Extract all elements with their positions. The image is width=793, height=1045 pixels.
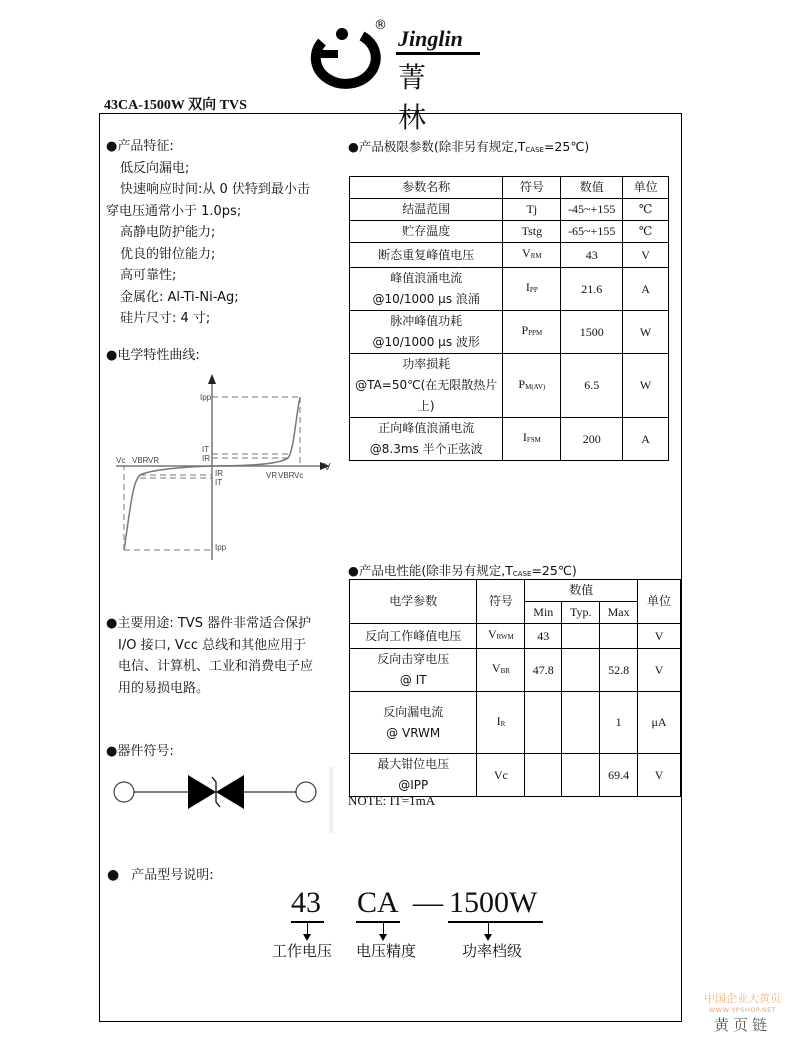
header-cell: 参数名称 [350, 177, 503, 199]
feature-item: 金属化: Al-Ti-Ni-Ag; [120, 289, 239, 305]
label-ipp-bottom: Ipp [215, 543, 227, 552]
unit-cell: ℃ [623, 199, 669, 221]
typ-cell [562, 754, 600, 797]
label-vbr-left: VBR [132, 456, 149, 465]
electrical-table [349, 579, 681, 797]
label-ipp-top: Ipp [200, 393, 212, 402]
param-name-cell: 反向漏电流 @ VRWM [350, 692, 477, 754]
table-row [350, 311, 669, 354]
header-cell: 数值 [525, 580, 638, 602]
unit-cell: V [638, 649, 681, 692]
max-cell: 52.8 [600, 649, 638, 692]
label-power-level: 功率档级 [462, 942, 523, 960]
table-row [350, 221, 669, 243]
guide-dashes-right [212, 397, 300, 466]
symbol-cell: $I_{PP}$ [503, 268, 561, 311]
param-name-cell: 峰值浪涌电流 @10/1000 μs 浪涌 [350, 268, 503, 311]
usage-line: I/O 接口, Vcc 总线和其他应用于 [118, 637, 307, 653]
registered-mark: ® [374, 18, 387, 33]
watermark: 中国企业大黄页 WWW.YPSHOP.NET 黄页链 [704, 992, 781, 1034]
typ-cell [562, 692, 600, 754]
brand-cn: 菁林 [398, 61, 447, 134]
typ-cell [562, 649, 600, 692]
symbol-cell: Tstg [503, 221, 561, 243]
brand-en: Jinglin [398, 26, 463, 51]
label-it-top: IT [202, 445, 210, 454]
label-vc-right: Vc [294, 471, 304, 480]
features-section [106, 136, 310, 330]
feature-item: 低反向漏电; [120, 160, 190, 176]
curve-heading: ●电学特性曲线: [106, 348, 200, 363]
header-cell: 符号 [503, 177, 561, 199]
feature-item: 高可靠性; [120, 268, 177, 283]
feature-item: 高静电防护能力; [120, 225, 216, 240]
table-row [350, 243, 669, 268]
model-dash: — [413, 886, 443, 919]
header-cell: 符号 [477, 580, 525, 624]
electrical-heading: ●产品电性能(除非另有规定$,T_{CASE}=25℃$) [348, 563, 577, 578]
param-name-cell: 正向峰值浪涌电流 @8.3ms 半个正弦波 [350, 418, 503, 461]
table-row [350, 692, 681, 754]
header-cell: 电学参数 [350, 580, 477, 624]
unit-cell: W [623, 311, 669, 354]
value-cell: -65~+155 [561, 221, 623, 243]
unit-cell: A [623, 418, 669, 461]
underline [356, 921, 400, 923]
model-code-power: 1500W [449, 886, 538, 919]
usage-line: 用的易损电路。 [118, 680, 210, 696]
max-cell: 69.4 [600, 754, 638, 797]
param-name-cell: 脉冲峰值功耗 @10/1000 μs 波形 [350, 311, 503, 354]
page-title: 43CA-1500W 双向 TVS [104, 98, 247, 113]
symbol-cell: $I_R$ [477, 692, 525, 754]
label-ir-bottom: IR [215, 469, 223, 478]
symbol-cell: Tj [503, 199, 561, 221]
table-header-row [350, 580, 681, 602]
symbol-cell: $P_{M(AV)}$ [503, 354, 561, 418]
usage-section [106, 613, 338, 699]
value-cell: 200 [561, 418, 623, 461]
table-row [350, 754, 681, 797]
header-cell: 数值 [561, 177, 623, 199]
param-name-cell: 最大钳位电压 @IPP [350, 754, 477, 797]
bullet-icon: ● [107, 867, 120, 883]
table-row [350, 624, 681, 649]
typ-cell [562, 624, 600, 649]
param-name-cell: 贮存温度 [350, 221, 503, 243]
model-heading: 产品型号说明: [131, 868, 214, 883]
symbol-heading: ●器件符号: [106, 744, 174, 759]
model-code-voltage: 43 [291, 886, 321, 919]
table-row [350, 199, 669, 221]
unit-cell: V [638, 624, 681, 649]
table-row [350, 268, 669, 311]
value-cell: 21.6 [561, 268, 623, 311]
table-row [350, 354, 669, 418]
symbol-cell: $P_{PPM}$ [503, 311, 561, 354]
min-cell [525, 692, 562, 754]
limits-table [349, 176, 669, 461]
label-v-axis: V [324, 462, 331, 473]
unit-cell: V [623, 243, 669, 268]
value-cell: 1500 [561, 311, 623, 354]
max-cell [600, 624, 638, 649]
symbol-cell: $V_{RM}$ [503, 243, 561, 268]
label-ir-top: IR [202, 454, 210, 463]
label-vr-left: VR [148, 456, 160, 465]
unit-cell: V [638, 754, 681, 797]
label-vbr-right: VBR [278, 471, 295, 480]
param-name-cell: 功率损耗 @TA=50℃(在无限散热片 上) [350, 354, 503, 418]
feature-item: 硅片尺寸: 4 寸; [120, 311, 211, 326]
unit-cell: W [623, 354, 669, 418]
feature-item: 快速响应时间:从 0 伏特到最小击 [120, 182, 310, 197]
label-vr-right: VR [266, 471, 278, 480]
min-cell: 47.8 [525, 649, 562, 692]
param-name-cell: 反向击穿电压 @ IT [350, 649, 477, 692]
header-cell: Typ. [562, 602, 600, 624]
usage-line: 电信、计算机、工业和消费电子应 [118, 659, 314, 674]
arrow-up-icon [208, 374, 216, 384]
iv-curve-positive [212, 397, 300, 466]
header-cell: Max [600, 602, 638, 624]
param-name-cell: 反向工作峰值电压 [350, 624, 477, 649]
unit-cell: ℃ [623, 221, 669, 243]
param-name-cell: 结温范围 [350, 199, 503, 221]
symbol-cell: Vc [477, 754, 525, 797]
iv-curve-diagram [110, 372, 335, 567]
jinglin-logo [300, 14, 490, 134]
symbol-cell: $I_{FSM}$ [503, 418, 561, 461]
min-cell: 43 [525, 624, 562, 649]
note-text: NOTE: IT=1mA [348, 793, 436, 808]
param-name-cell: 断态重复峰值电压 [350, 243, 503, 268]
max-cell: 1 [600, 692, 638, 754]
feature-item: 穿电压通常小于 1.0ps; [106, 203, 242, 219]
symbol-cell: $V_{RWM}$ [477, 624, 525, 649]
label-it-bottom: IT [215, 478, 223, 487]
unit-cell: μA [638, 692, 681, 754]
features-heading: ●产品特征: [106, 139, 174, 154]
table-row [350, 649, 681, 692]
label-voltage-precision: 电压精度 [356, 942, 417, 960]
value-cell: -45~+155 [561, 199, 623, 221]
header-cell: 单位 [638, 580, 681, 624]
table-header-row [350, 177, 669, 199]
model-heading-row [107, 864, 214, 883]
symbol-cell: $V_{BR}$ [477, 649, 525, 692]
header-cell: 单位 [623, 177, 669, 199]
feature-item: 优良的钳位能力; [120, 246, 216, 262]
unit-cell: A [623, 268, 669, 311]
iv-curve-negative [124, 466, 212, 550]
model-code-type: CA [357, 886, 399, 919]
value-cell: 43 [561, 243, 623, 268]
underline [448, 921, 543, 923]
header-cell: Min [525, 602, 562, 624]
bidirectional-tvs-symbol-icon [110, 765, 335, 835]
table-row [350, 418, 669, 461]
usage-heading: ●主要用途: TVS 器件非常适合保护 [106, 616, 312, 631]
label-vc-left: Vc [116, 456, 126, 465]
limits-heading: ●产品极限参数(除非另有规定$,T_{CASE}=25℃$) [348, 139, 590, 154]
value-cell: 6.5 [561, 354, 623, 418]
label-working-voltage: 工作电压 [272, 942, 333, 960]
min-cell [525, 754, 562, 797]
